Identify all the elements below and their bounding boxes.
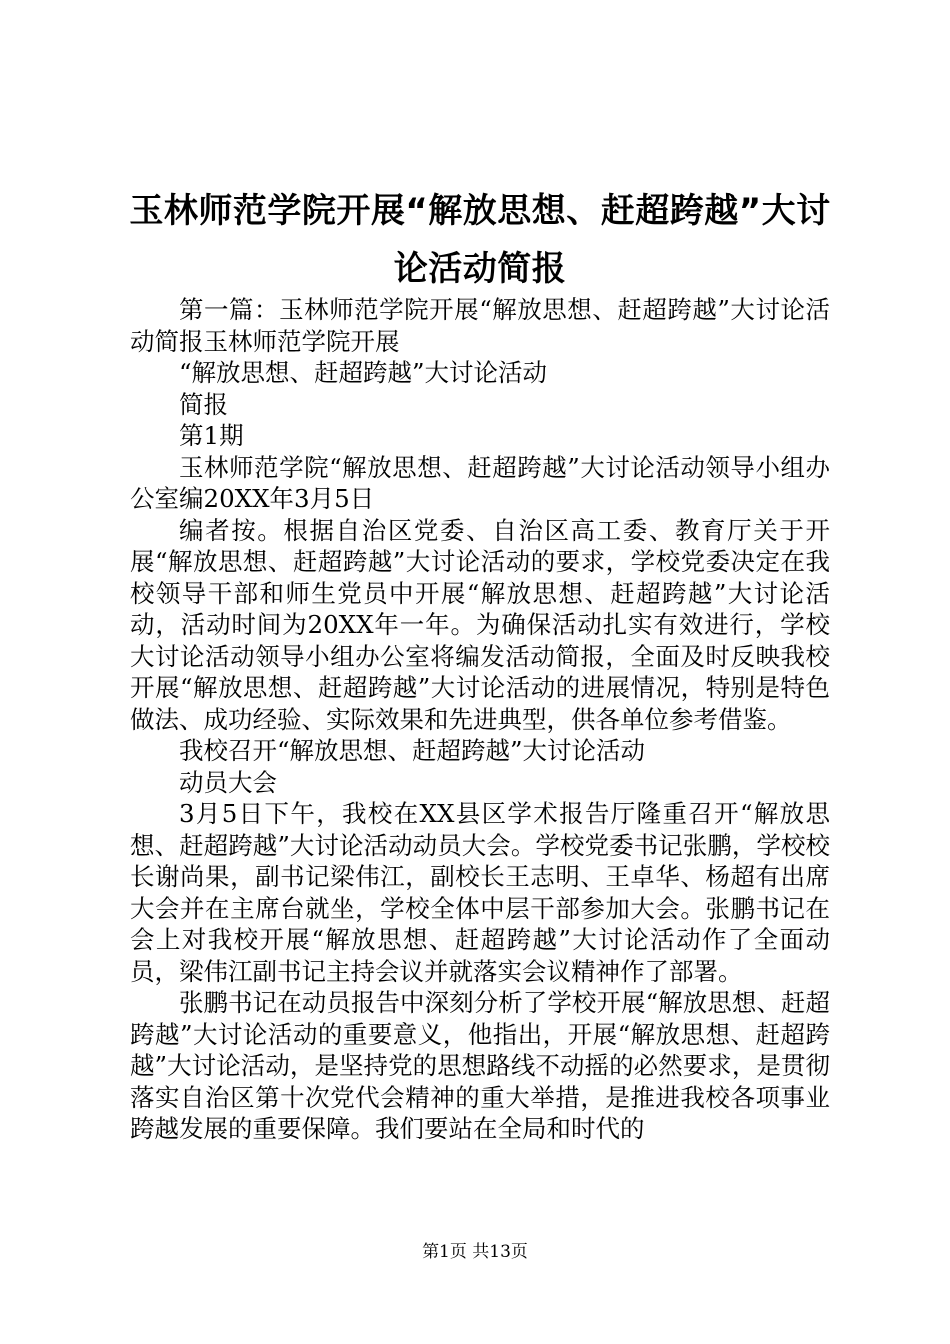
paragraph-meeting-report: 3月5日下午，我校在XX县区学术报告厅隆重召开“解放思想、赶超跨越”大讨论活动动员大会。学校党委书记张鹏，学校校长谢尚果，副书记梁伟江，副校长王志明、王卓华、杨超有出席大会并在主席台就坐，学校全体中层干部参加大会。张鹏书记在会上对我校开展“解放思想、赶超跨越”大讨论活动作了全面动员，梁伟江副书记主持会议并就落实会议精神作了部署。 (130, 799, 830, 986)
paragraph-section-heading-cont: 动员大会 (179, 767, 277, 797)
paragraph-activity-name: “解放思想、赶超跨越”大讨论活动 (179, 358, 548, 387)
paragraph-issue-number: 第1期 (179, 421, 244, 450)
paragraph-bulletin-label: 简报 (179, 389, 228, 419)
document-body (130, 294, 830, 1145)
page-footer: 第1页 共13页 (422, 1242, 528, 1262)
paragraph-speech-summary: 张鹏书记在动员报告中深刻分析了学校开展“解放思想、赶超跨越”大讨论活动的重要意义，他指出，开展“解放思想、赶超跨越”大讨论活动，是坚持党的思想路线不动摇的必然要求，是贯彻落实自治区第十次党代会精神的重大举措，是推进我校各项事业跨越发展的重要保障。我们要站在全局和时代的 (130, 988, 830, 1143)
paragraph-editor-note: 编者按。根据自治区党委、自治区高工委、教育厅关于开展“解放思想、赶超跨越”大讨论活动的要求，学校党委决定在我校领导干部和师生党员中开展“解放思想、赶超跨越”大讨论活动，活动时间为20XX年一年。为确保活动扎实有效进行，学校大讨论活动领导小组办公室将编发活动简报，全面及时反映我校开展“解放思想、赶超跨越”大讨论活动的进展情况，特别是特色做法、成功经验、实际效果和先进典型，供各单位参考借鉴。 (130, 515, 830, 734)
paragraph-editor-office: 玉林师范学院“解放思想、赶超跨越”大讨论活动领导小组办公室编20XX年3月5日 (130, 452, 830, 513)
document-title: 玉林师范学院开展“解放思想、赶超跨越”大讨论活动简报 (129, 191, 831, 289)
paragraph-series-heading: 第一篇：玉林师范学院开展“解放思想、赶超跨越”大讨论活动简报玉林师范学院开展 (130, 295, 830, 356)
paragraph-section-heading: 我校召开“解放思想、赶超跨越”大讨论活动 (179, 736, 646, 765)
